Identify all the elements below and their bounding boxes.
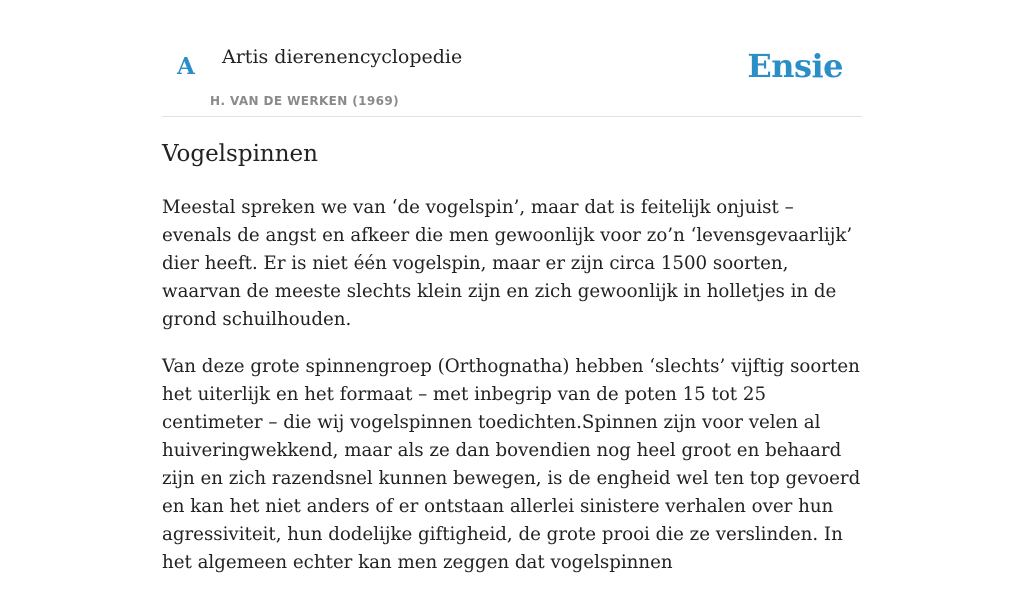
article [162,138,862,596]
ensie-logo[interactable]: Ensie [747,47,843,85]
article-title: Vogelspinnen [162,141,318,167]
book-header [162,0,862,117]
article-paragraph: Van deze grote spinnengroep (Orthognatha) hebben ‘slechts’ vijftig soorten het uiterlijk en het formaat – met inbegrip van de poten 15 tot 25 centimeter – die wij vogelspinnen toedichten.Spinnen zijn voor velen al huiveringwekkend, maar als ze dan bovendien nog heel groot en behaard zijn en zich razendsnel kunnen bewegen, is de engheid wel ten top gevoerd en kan het niet anders of er ontstaan allerlei sinistere verhalen over hun agressiviteit, hun dodelijke giftigheid, de grote prooi die ze verslinden. In het algemeen echter kan men zeggen dat vogelspinnen [162,356,861,574]
index-letter[interactable]: A [177,53,195,80]
article-paragraph: Meestal spreken we van ‘de vogelspin’, maar dat is feitelijk onjuist – evenals de angst en afkeer die men gewoonlijk voor zo’n ‘levensgevaarlijk’ dier heeft. Er is niet één vogelspin, maar er zijn circa 1500 soorten, waarvan de meeste slechts klein zijn en zich gewoonlijk in holletjes in de grond schuilhouden. [162,197,853,331]
book-title[interactable]: Artis dierenencyclopedie [222,46,463,68]
book-author: H. VAN DE WERKEN (1969) [210,94,400,108]
